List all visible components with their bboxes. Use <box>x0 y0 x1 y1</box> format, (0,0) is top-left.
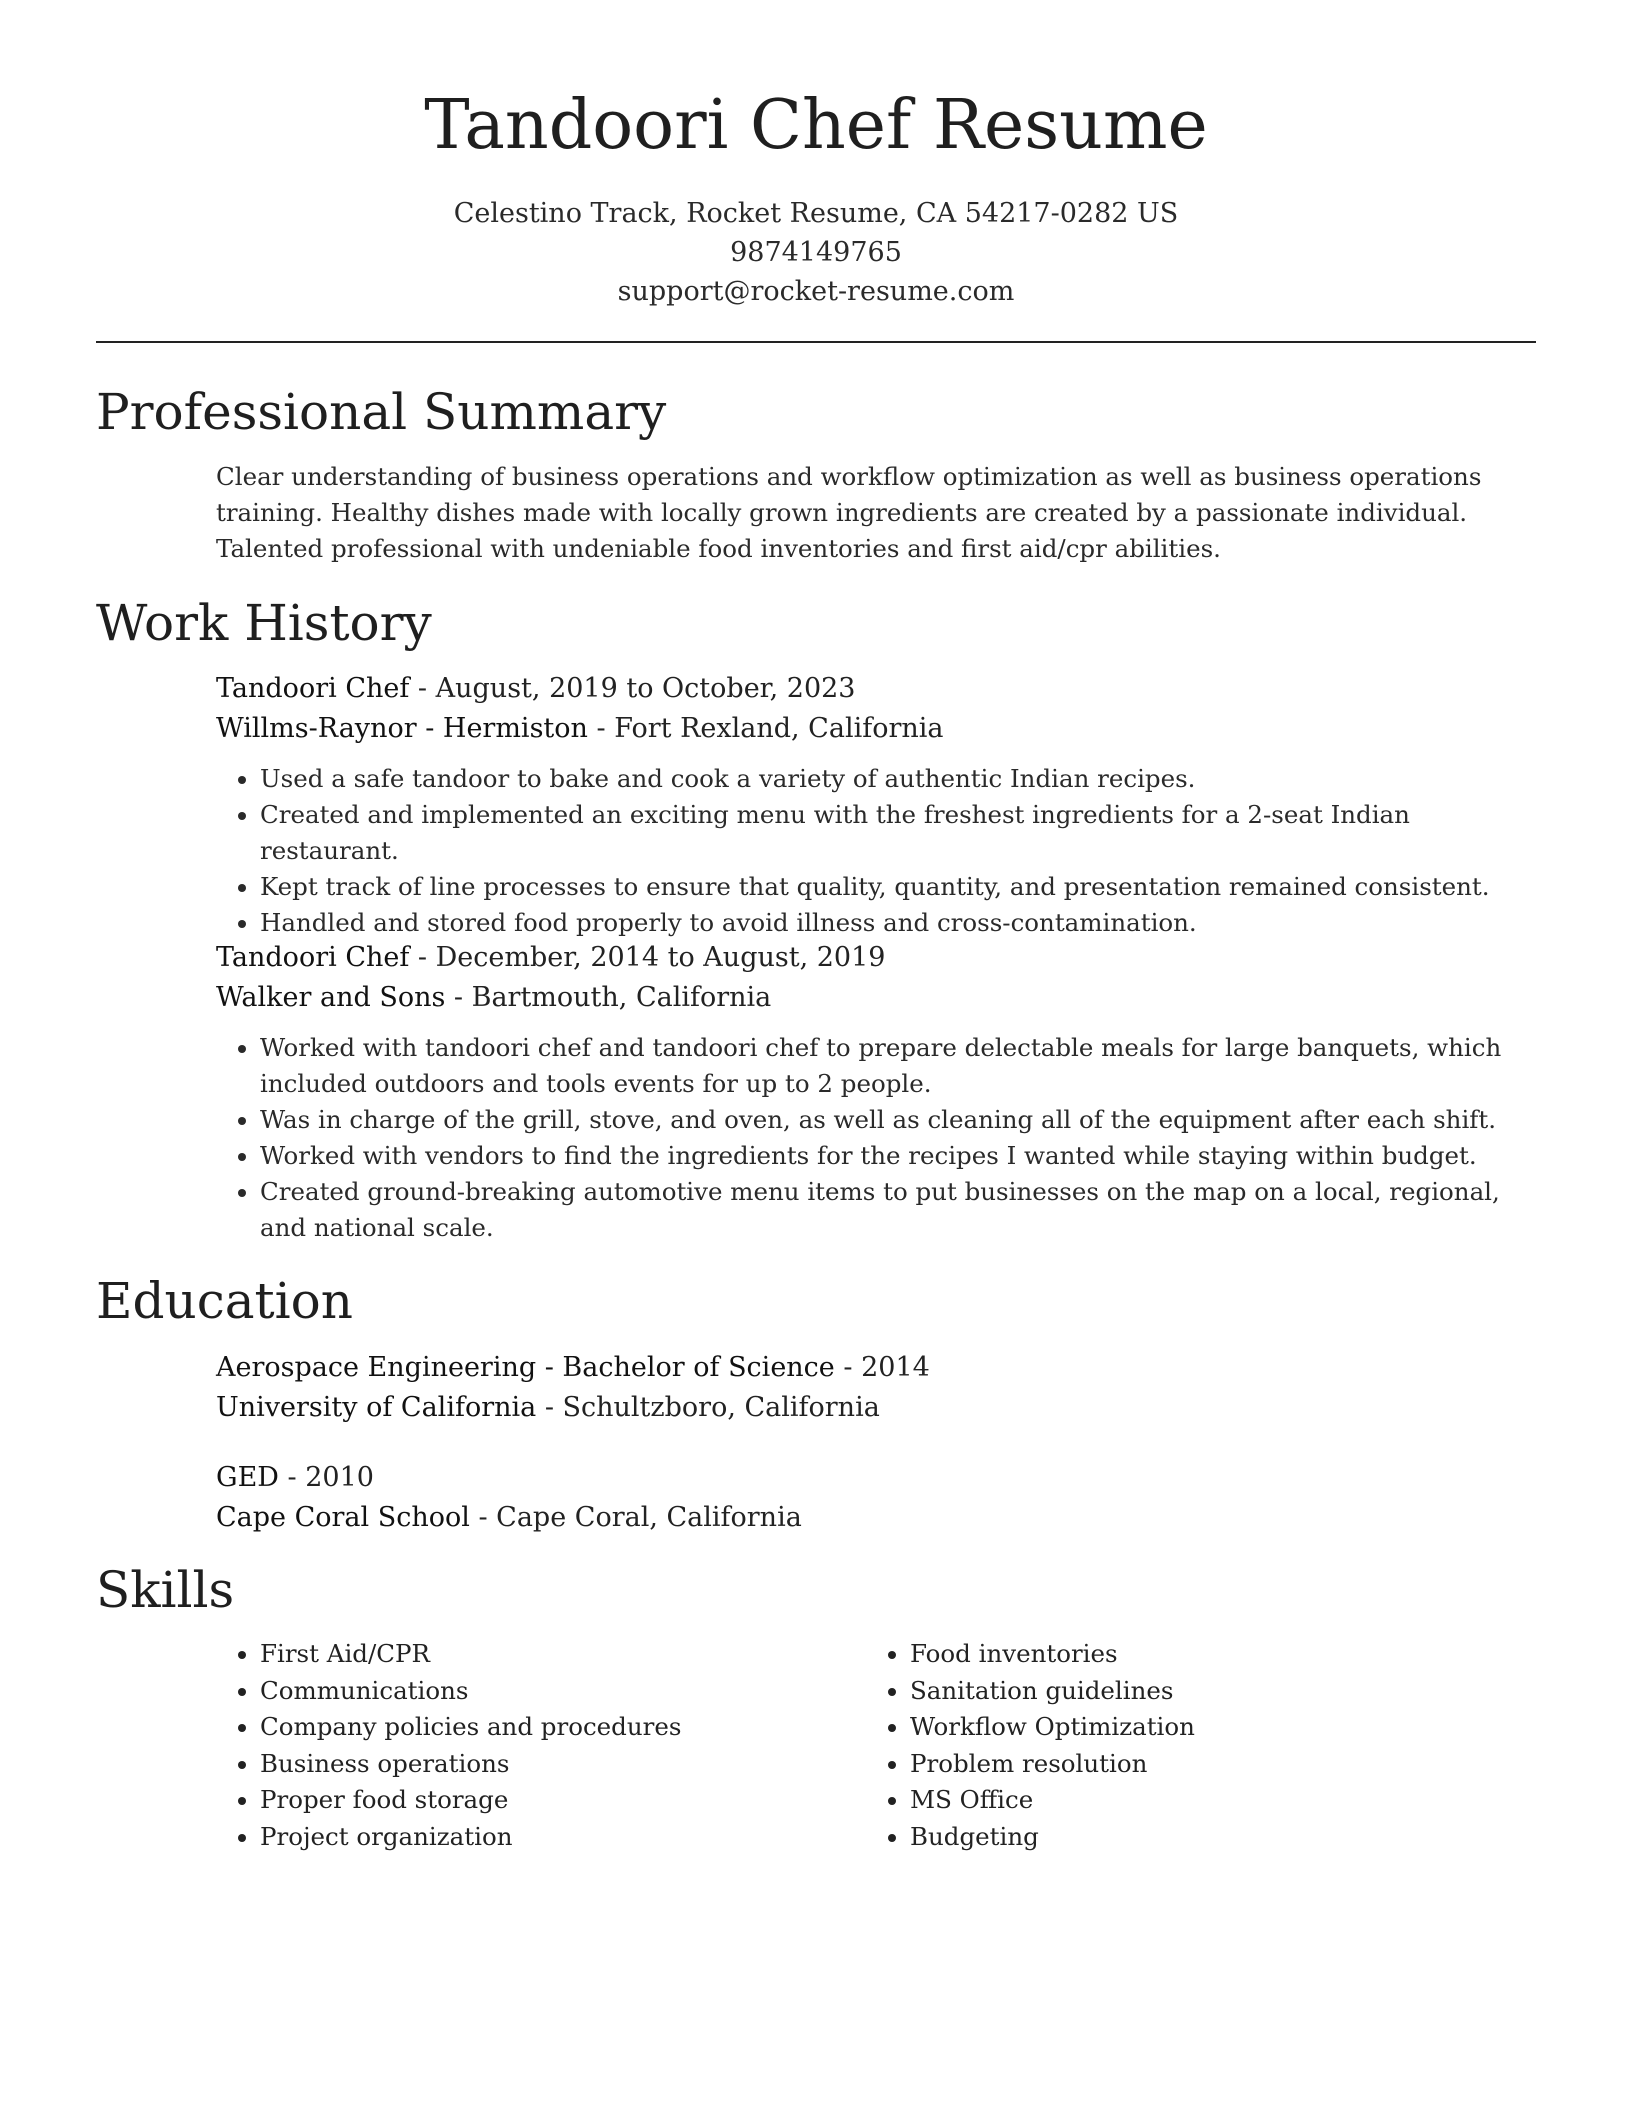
job-dates: - August, 2019 to October, 2023 <box>409 673 856 704</box>
section-title-education: Education <box>96 1272 353 1330</box>
contact-address: Celestino Track, Rocket Resume, CA 54217-0282 US <box>453 198 1179 229</box>
job-bullet: • Was in charge of the grill, stove, and oven, as well as cleaning all of the equipment after each shift. <box>260 1102 1516 1138</box>
job-bullet: • Worked with vendors to find the ingredients for the recipes I wanted while staying within budget. <box>260 1138 1516 1174</box>
education-school-line <box>216 1388 1516 1428</box>
skill-item: • Budgeting <box>910 1819 1516 1856</box>
skills-column-right <box>866 1636 1516 1855</box>
education-year: - 2010 <box>278 1462 374 1493</box>
job-location: - Bartmouth, California <box>445 982 772 1013</box>
resume-header <box>96 80 1536 311</box>
skill-item: • Company policies and procedures <box>260 1709 866 1746</box>
job-title: Tandoori Chef <box>216 942 410 973</box>
education-location: - Schultzboro, California <box>536 1392 880 1423</box>
skills-list <box>216 1636 1516 1855</box>
education-degree-line <box>216 1348 1516 1388</box>
job-bullet: • Created and implemented an exciting menu with the freshest ingredients for a 2-seat Indian restaurant. <box>260 797 1516 869</box>
job-bullet: • Used a safe tandoor to bake and cook a variety of authentic Indian recipes. <box>260 761 1516 797</box>
job-org-line <box>216 978 1516 1018</box>
skill-item: • Workflow Optimization <box>910 1709 1516 1746</box>
education-school-line <box>216 1498 1516 1538</box>
education-degree: Aerospace Engineering - Bachelor of Science <box>216 1352 835 1383</box>
skill-item: • Food inventories <box>910 1636 1516 1673</box>
skill-item: • Project organization <box>260 1819 866 1856</box>
job-location: - Fort Rexland, California <box>587 713 944 744</box>
education-school: Cape Coral School <box>216 1502 470 1533</box>
job-title-line <box>216 669 1516 709</box>
skill-item: • Business operations <box>260 1746 866 1783</box>
job-title-line <box>216 938 1516 978</box>
skill-item: • Proper food storage <box>260 1782 866 1819</box>
skill-item: • MS Office <box>910 1782 1516 1819</box>
skill-item: • Problem resolution <box>910 1746 1516 1783</box>
summary-block <box>216 459 1516 567</box>
skill-item: • Communications <box>260 1673 866 1710</box>
education-year: - 2014 <box>834 1352 930 1383</box>
job-title: Tandoori Chef <box>216 673 410 704</box>
contact-email: support@rocket-resume.com <box>617 276 1015 307</box>
job-bullet: • Kept track of line processes to ensure that quality, quantity, and presentation remained consistent. <box>260 869 1516 905</box>
header-divider <box>96 341 1536 343</box>
job-entry <box>216 669 1516 941</box>
job-company: Willms-Raynor - Hermiston <box>216 713 588 744</box>
skills-column-left <box>216 1636 866 1855</box>
job-bullets <box>216 761 1516 941</box>
job-company: Walker and Sons <box>216 982 446 1013</box>
skill-item: • First Aid/CPR <box>260 1636 866 1673</box>
job-org-line <box>216 709 1516 749</box>
education-location: - Cape Coral, California <box>469 1502 802 1533</box>
job-entry <box>216 938 1516 1246</box>
section-title-work-history: Work History <box>96 594 432 652</box>
education-degree-line <box>216 1458 1516 1498</box>
education-entry <box>216 1458 1516 1538</box>
education-entry <box>216 1348 1516 1428</box>
education-degree: GED <box>216 1462 279 1493</box>
section-title-summary: Professional Summary <box>96 383 667 441</box>
job-bullets <box>216 1030 1516 1246</box>
contact-info <box>96 194 1536 311</box>
education-school: University of California <box>216 1392 537 1423</box>
contact-phone: 9874149765 <box>730 237 902 268</box>
resume-title: Tandoori Chef Resume <box>424 86 1208 165</box>
job-dates: - December, 2014 to August, 2019 <box>409 942 886 973</box>
job-bullet: • Handled and stored food properly to avoid illness and cross-contamination. <box>260 905 1516 941</box>
skill-item: • Sanitation guidelines <box>910 1673 1516 1710</box>
job-bullet: • Created ground-breaking automotive menu items to put businesses on the map on a local, regional, and national scale. <box>260 1174 1516 1246</box>
section-title-skills: Skills <box>96 1561 235 1619</box>
summary-text: Clear understanding of business operations and workflow optimization as well as business operations training. Healthy dishes made with locally grown ingredients are created by a passionate individual. Talented professional with undeniable food inventories and first aid/cpr abilities. <box>216 462 1482 563</box>
job-bullet: • Worked with tandoori chef and tandoori chef to prepare delectable meals for large banquets, which included outdoors and tools events for up to 2 people. <box>260 1030 1516 1102</box>
